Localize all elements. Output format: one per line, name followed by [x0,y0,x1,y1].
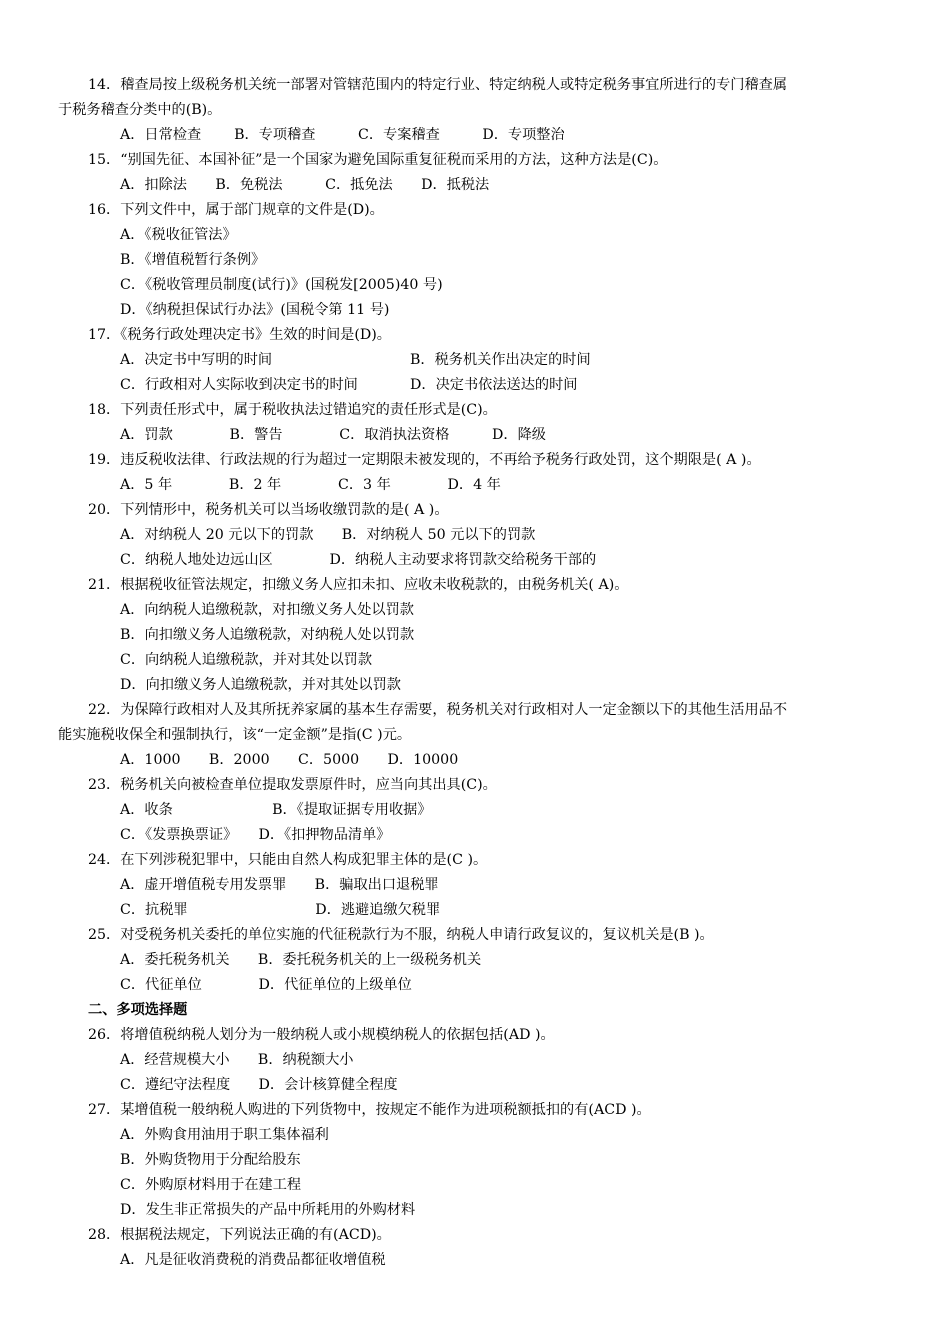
question-17-option-c: C．行政相对人实际收到决定书的时间 [120,377,358,393]
section-heading: 二、多项选择题 [88,1002,188,1018]
question-21-stem: 21．根据税收征管法规定，扣缴义务人应扣未扣、应收未收税款的，由税务机关( A)。 [88,577,629,593]
question-16-option-b: B．《增值税暂行条例》 [120,252,266,268]
question-22-stem-line-1: 22．为保障行政相对人及其所抚养家属的基本生存需要，税务机关对行政相对人一定金额以下的其他生活用品不 [88,702,788,718]
question-27-option-d: D．发生非正常损失的产品中所耗用的外购材料 [120,1202,416,1218]
question-25-options-ab: A．委托税务机关 B．委托税务机关的上一级税务机关 [120,952,482,968]
question-17-stem: 17．《税务行政处理决定书》生效的时间是(D)。 [88,327,391,343]
question-16-option-a: A．《税收征管法》 [120,227,237,243]
question-24-options-ab: A．虚开增值税专用发票罪 B．骗取出口退税罪 [120,877,439,893]
question-17-option-b: B．税务机关作出决定的时间 [410,352,591,368]
question-17-option-a: A．决定书中写明的时间 [120,352,273,368]
question-19-options: A．5 年 B．2 年 C．3 年 D．4 年 [120,477,501,493]
question-21-option-d: D．向扣缴义务人追缴税款，并对其处以罚款 [120,677,401,693]
question-20-options-ab: A．对纳税人 20 元以下的罚款 B．对纳税人 50 元以下的罚款 [120,527,536,543]
question-23-options-cd: C．《发票换票证》 D．《扣押物品清单》 [120,827,391,843]
question-16-stem: 16．下列文件中，属于部门规章的文件是(D)。 [88,202,384,218]
question-28-stem: 28．根据税法规定，下列说法正确的有(ACD)。 [88,1227,391,1243]
question-14-stem-line-1: 14．稽查局按上级税务机关统一部署对管辖范围内的特定行业、特定纳税人或特定税务事宜所进行的专门稽查属 [88,77,788,93]
question-28-option-a: A．凡是征收消费税的消费品都征收增值税 [120,1252,386,1268]
question-23-options-ab: A．收条 B．《提取证据专用收据》 [120,802,432,818]
question-23-stem: 23．税务机关向被检查单位提取发票原件时，应当向其出具(C)。 [88,777,497,793]
question-26-options-cd: C．遵纪守法程度 D．会计核算健全程度 [120,1077,398,1093]
question-20-stem: 20．下列情形中，税务机关可以当场收缴罚款的是( A )。 [88,502,449,518]
question-21-option-c: C．向纳税人追缴税款，并对其处以罚款 [120,652,373,668]
question-22-options: A．1000 B．2000 C．5000 D．10000 [120,752,459,768]
question-21-option-a: A．向纳税人追缴税款，对扣缴义务人处以罚款 [120,602,414,618]
question-21-option-b: B．向扣缴义务人追缴税款，对纳税人处以罚款 [120,627,415,643]
question-25-options-cd: C．代征单位 D．代征单位的上级单位 [120,977,412,993]
question-27-option-c: C．外购原材料用于在建工程 [120,1177,302,1193]
question-20-options-cd: C．纳税人地处边远山区 D．纳税人主动要求将罚款交给税务干部的 [120,552,597,568]
question-15-stem: 15．“别国先征、本国补征”是一个国家为避免国际重复征税而采用的方法，这种方法是(C)。 [88,152,668,168]
question-27-option-b: B．外购货物用于分配给股东 [120,1152,301,1168]
question-26-stem: 26．将增值税纳税人划分为一般纳税人或小规模纳税人的依据包括(AD )。 [88,1027,555,1043]
question-18-options: A．罚款 B．警告 C．取消执法资格 D．降级 [120,427,546,443]
question-14-options: A．日常检查 B．专项稽查 C．专案稽查 D．专项整治 [120,127,565,143]
question-16-option-c: C．《税收管理员制度(试行)》(国税发[2005)40 号) [120,277,443,293]
question-24-stem: 24．在下列涉税犯罪中，只能由自然人构成犯罪主体的是(C )。 [88,852,488,868]
question-25-stem: 25．对受税务机关委托的单位实施的代征税款行为不服，纳税人申请行政复议的，复议机关是(B )。 [88,927,714,943]
question-16-option-d: D．《纳税担保试行办法》(国税令第 11 号) [120,302,390,318]
question-17-option-d: D．决定书依法送达的时间 [410,377,578,393]
question-27-option-a: A．外购食用油用于职工集体福利 [120,1127,329,1143]
question-18-stem: 18．下列责任形式中，属于税收执法过错追究的责任形式是(C)。 [88,402,497,418]
question-26-options-ab: A．经营规模大小 B．纳税额大小 [120,1052,354,1068]
question-15-options: A．扣除法 B．免税法 C．抵免法 D．抵税法 [120,177,490,193]
question-22-stem-line-2: 能实施税收保全和强制执行，该“一定金额”是指(C )元。 [58,727,412,743]
question-19-stem: 19．违反税收法律、行政法规的行为超过一定期限未被发现的，不再给予税务行政处罚，这个期限是( A )。 [88,452,761,468]
question-14-stem-line-2: 于税务稽查分类中的(B)。 [58,102,222,118]
question-27-stem: 27．某增值税一般纳税人购进的下列货物中，按规定不能作为进项税额抵扣的有(ACD )。 [88,1102,651,1118]
question-24-options-cd: C．抗税罪 D．逃避追缴欠税罪 [120,902,441,918]
